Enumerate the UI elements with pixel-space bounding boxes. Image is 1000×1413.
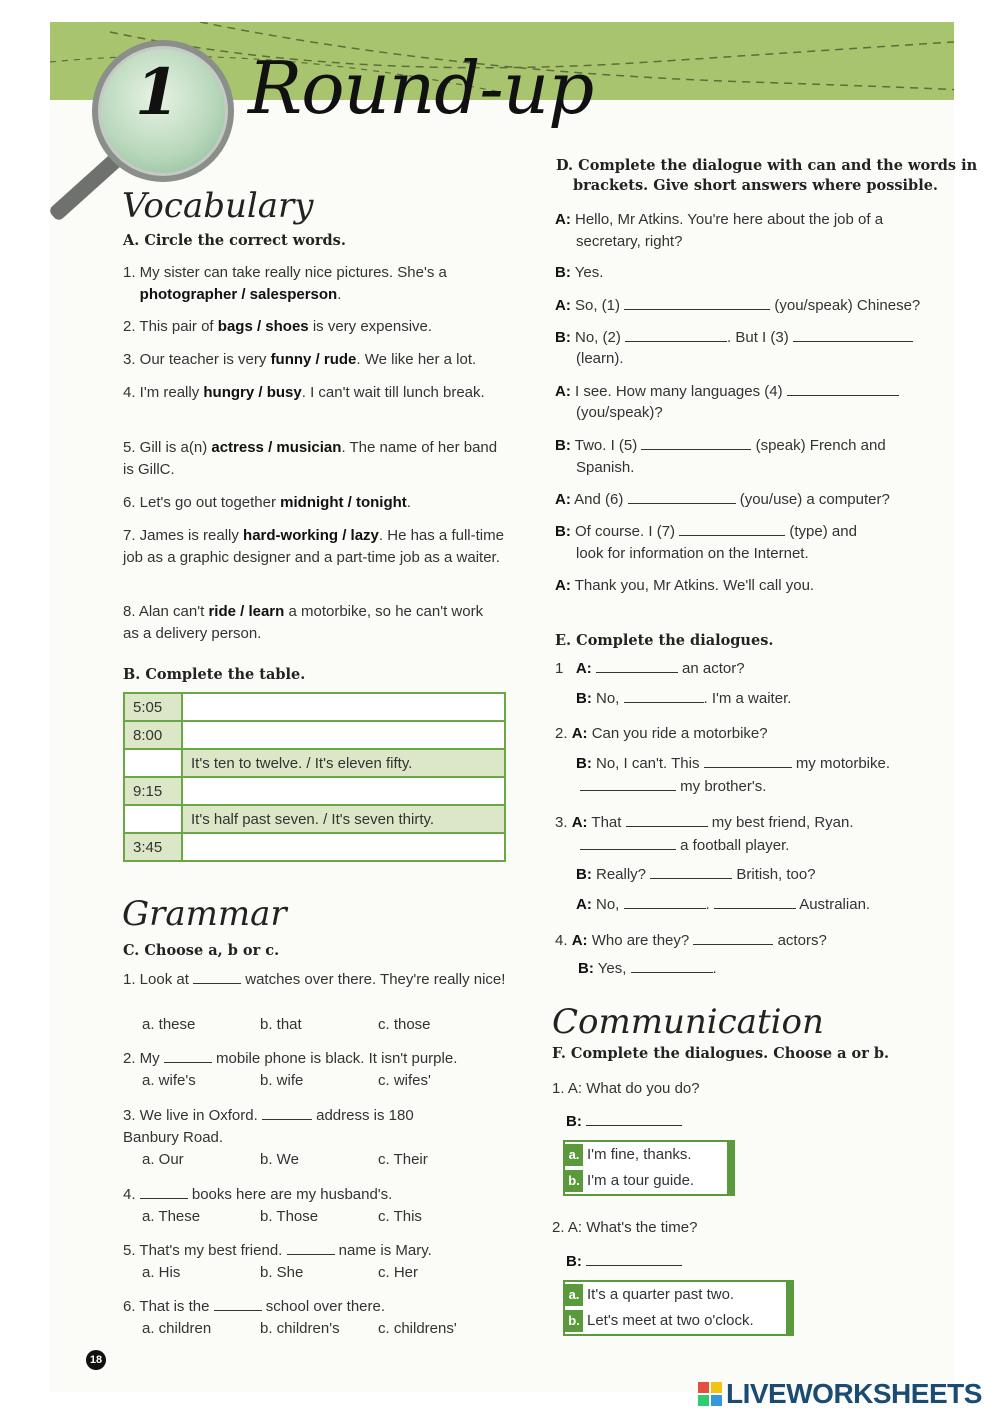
dialogue-line: B: No, I can't. This my motorbike.: [576, 755, 891, 772]
option-b[interactable]: b. Let's meet at two o'clock.: [565, 1308, 786, 1334]
instruction-e: E. Complete the dialogues.: [555, 632, 774, 649]
dialogue-line: A: So, (1) (you/speak) Chinese?: [555, 297, 921, 314]
table-row: [124, 777, 505, 805]
answer-blank[interactable]: [287, 1240, 335, 1255]
option-b[interactable]: b. We: [260, 1151, 299, 1168]
dialogue-line: A: Hello, Mr Atkins. You're here about the job of a: [555, 211, 884, 228]
vocab-item-7: 7. James is really hard-working / lazy. He has a full-time job as a graphic designer and a part-time job as a waiter.: [123, 527, 504, 566]
word-choice[interactable]: actress / musician: [211, 439, 342, 456]
vocab-item-1: 1. My sister can take really nice pictures. She's a photographer / salesperson.: [123, 264, 447, 303]
instruction-d-line2: brackets. Give short answers where possible.: [573, 177, 938, 194]
answer-cell[interactable]: [182, 693, 505, 721]
answer-blank[interactable]: [793, 327, 913, 342]
option-c[interactable]: c. This: [378, 1208, 422, 1225]
dialogue-line: 1. A: What do you do?: [552, 1080, 700, 1097]
vocab-item-5: 5. Gill is a(n) actress / musician. The name of her band is GillC.: [123, 439, 498, 478]
option-a[interactable]: a. These: [142, 1208, 201, 1225]
word-choice[interactable]: photographer / salesperson: [139, 286, 338, 303]
answer-blank[interactable]: [624, 688, 704, 703]
word-choice[interactable]: bags / shoes: [217, 318, 309, 335]
dialogue-line: 4. A: Who are they? actors?: [555, 932, 827, 949]
dialogue-line: A: And (6) (you/use) a computer?: [555, 491, 890, 508]
answer-blank[interactable]: [679, 521, 785, 536]
dialogue-line: my brother's.: [580, 776, 766, 798]
vocab-item-2: 2. This pair of bags / shoes is very expensive.: [123, 318, 433, 335]
dialogue-line: 2. A: Can you ride a motorbike?: [555, 725, 768, 742]
answer-blank[interactable]: [586, 1251, 682, 1266]
grammar-item-3: 3. We live in Oxford. address is 180 Banbury Road.: [123, 1107, 414, 1146]
dialogue-line: B: Really? British, too?: [576, 866, 816, 883]
answer-blank[interactable]: [140, 1184, 188, 1199]
vocab-item-8: 8. Alan can't ride / learn a motorbike, so he can't work as a delivery person.: [123, 603, 484, 642]
answer-blank[interactable]: [580, 835, 676, 850]
option-b[interactable]: b. that: [260, 1016, 302, 1033]
time-cell[interactable]: [124, 749, 182, 777]
answer-blank[interactable]: [214, 1296, 262, 1311]
option-b[interactable]: b. Those: [260, 1208, 319, 1225]
word-choice[interactable]: hard-working / lazy: [243, 527, 379, 544]
instruction-a: A. Circle the correct words.: [123, 232, 346, 249]
dialogue-line: B: Two. I (5) (speak) French and: [555, 437, 886, 454]
grammar-options-4: [142, 1208, 502, 1228]
option-c[interactable]: c. Her: [378, 1264, 419, 1281]
option-a[interactable]: a. His: [142, 1264, 181, 1281]
liveworksheets-logo-icon: [698, 1382, 722, 1406]
grammar-item-4: 4. books here are my husband's.: [123, 1186, 393, 1203]
answer-cell[interactable]: [182, 721, 505, 749]
word-choice[interactable]: ride / learn: [208, 603, 285, 620]
instruction-d-line1: D. Complete the dialogue with can and the words in: [556, 157, 978, 174]
answer-cell[interactable]: [182, 833, 505, 861]
answer-blank[interactable]: [650, 864, 732, 879]
option-c[interactable]: c. childrens': [378, 1320, 457, 1337]
vocabulary-title: Vocabulary: [122, 186, 314, 226]
answer-blank[interactable]: [704, 753, 792, 768]
option-c[interactable]: c. those: [378, 1016, 431, 1033]
vocab-item-3: 3. Our teacher is very funny / rude. We like her a lot.: [123, 351, 477, 368]
option-a[interactable]: a. I'm fine, thanks.: [565, 1142, 727, 1168]
words-cell: It's ten to twelve. / It's eleven fifty.: [182, 749, 505, 777]
dialogue-line: Spanish.: [576, 459, 635, 476]
grammar-title: Grammar: [122, 894, 287, 934]
vocab-item-4: 4. I'm really hungry / busy. I can't wait till lunch break.: [123, 384, 485, 401]
dialogue-line: a football player.: [580, 835, 789, 857]
answer-blank[interactable]: [787, 381, 899, 396]
dialogue-line: A: I see. How many languages (4): [555, 381, 899, 403]
answer-blank[interactable]: [631, 958, 713, 973]
grammar-options-5: [142, 1264, 502, 1284]
word-choice[interactable]: hungry / busy: [203, 384, 302, 401]
dialogue-line: B:: [566, 1111, 682, 1133]
option-a[interactable]: a. It's a quarter past two.: [565, 1282, 786, 1308]
answer-blank[interactable]: [193, 969, 241, 984]
answer-blank[interactable]: [641, 435, 751, 450]
dialogue-line: 1 A: an actor?: [555, 660, 745, 677]
answer-blank[interactable]: [596, 658, 678, 673]
answer-blank[interactable]: [625, 327, 727, 342]
grammar-options-3: [142, 1151, 502, 1171]
instruction-f: F. Complete the dialogues. Choose a or b.: [552, 1045, 890, 1062]
dialogue-line: (learn).: [576, 350, 624, 367]
answer-blank[interactable]: [624, 295, 770, 310]
dialogue-line: A: No, . Australian.: [576, 896, 871, 913]
dialogue-line: B: No, (2) . But I (3): [555, 327, 913, 349]
grammar-options-6: [142, 1320, 502, 1340]
answer-blank[interactable]: [164, 1048, 212, 1063]
dialogue-line: B: Of course. I (7) (type) and: [555, 523, 857, 540]
answer-blank[interactable]: [262, 1105, 312, 1120]
word-choice[interactable]: midnight / tonight: [280, 494, 407, 511]
dialogue-line: look for information on the Internet.: [576, 545, 809, 562]
dialogue-line: 2. A: What's the time?: [552, 1219, 698, 1236]
dialogue-line: (you/speak)?: [576, 404, 663, 421]
option-a[interactable]: a. children: [142, 1320, 212, 1337]
time-cell: 9:15: [124, 777, 182, 805]
answer-blank[interactable]: [580, 776, 676, 791]
choice-box-1: [563, 1140, 735, 1196]
answer-blank[interactable]: [714, 894, 796, 909]
choice-box-2: [563, 1280, 794, 1336]
communication-title: Communication: [552, 1002, 824, 1042]
answer-blank[interactable]: [586, 1111, 682, 1126]
option-c[interactable]: c. wifes': [378, 1072, 431, 1089]
table-row: [124, 693, 505, 721]
option-a[interactable]: a. Our: [142, 1151, 184, 1168]
table-row: [124, 805, 505, 833]
grammar-options-1: [142, 1016, 502, 1036]
time-cell: 3:45: [124, 833, 182, 861]
vocab-item-6: 6. Let's go out together midnight / tonight.: [123, 494, 411, 511]
answer-blank[interactable]: [628, 489, 736, 504]
option-c[interactable]: c. Their: [378, 1151, 428, 1168]
grammar-item-5: 5. That's my best friend. name is Mary.: [123, 1242, 432, 1259]
grammar-item-6: 6. That is the school over there.: [123, 1298, 386, 1315]
grammar-options-2: [142, 1072, 502, 1092]
dialogue-line: A: Thank you, Mr Atkins. We'll call you.: [555, 577, 815, 594]
dialogue-line: B: Yes.: [555, 264, 604, 281]
answer-blank[interactable]: [624, 894, 706, 909]
table-row: [124, 833, 505, 861]
option-a[interactable]: a. wife's: [142, 1072, 196, 1089]
instruction-c: C. Choose a, b or c.: [123, 942, 280, 959]
answer-cell[interactable]: [182, 777, 505, 805]
page-number: 18: [86, 1350, 106, 1370]
unit-title: Round-up: [248, 46, 594, 130]
time-cell: 5:05: [124, 693, 182, 721]
answer-blank[interactable]: [693, 930, 773, 945]
grammar-item-1: 1. Look at watches over there. They're really nice!: [123, 971, 506, 988]
option-b[interactable]: b. She: [260, 1264, 304, 1281]
option-b[interactable]: b. I'm a tour guide.: [565, 1168, 727, 1194]
instruction-b: B. Complete the table.: [123, 666, 306, 683]
dialogue-line: B: Yes, .: [578, 960, 717, 977]
time-cell[interactable]: [124, 805, 182, 833]
dialogue-line: B: No, . I'm a waiter.: [576, 690, 792, 707]
option-b[interactable]: b. wife: [260, 1072, 304, 1089]
dialogue-line: secretary, right?: [576, 233, 683, 250]
time-cell: 8:00: [124, 721, 182, 749]
table-row: [124, 749, 505, 777]
option-a[interactable]: a. these: [142, 1016, 196, 1033]
answer-blank[interactable]: [626, 812, 708, 827]
unit-number: 1: [135, 55, 180, 130]
dialogue-line: 3. A: That my best friend, Ryan.: [555, 814, 854, 831]
time-table: [123, 692, 506, 862]
option-b[interactable]: b. children's: [260, 1320, 340, 1337]
dialogue-line: B:: [566, 1251, 682, 1273]
grammar-item-2: 2. My mobile phone is black. It isn't purple.: [123, 1050, 458, 1067]
table-row: [124, 721, 505, 749]
liveworksheets-brand[interactable]: LIVEWORKSHEETS: [726, 1378, 982, 1409]
word-choice[interactable]: funny / rude: [270, 351, 357, 368]
words-cell: It's half past seven. / It's seven thirty.: [182, 805, 505, 833]
